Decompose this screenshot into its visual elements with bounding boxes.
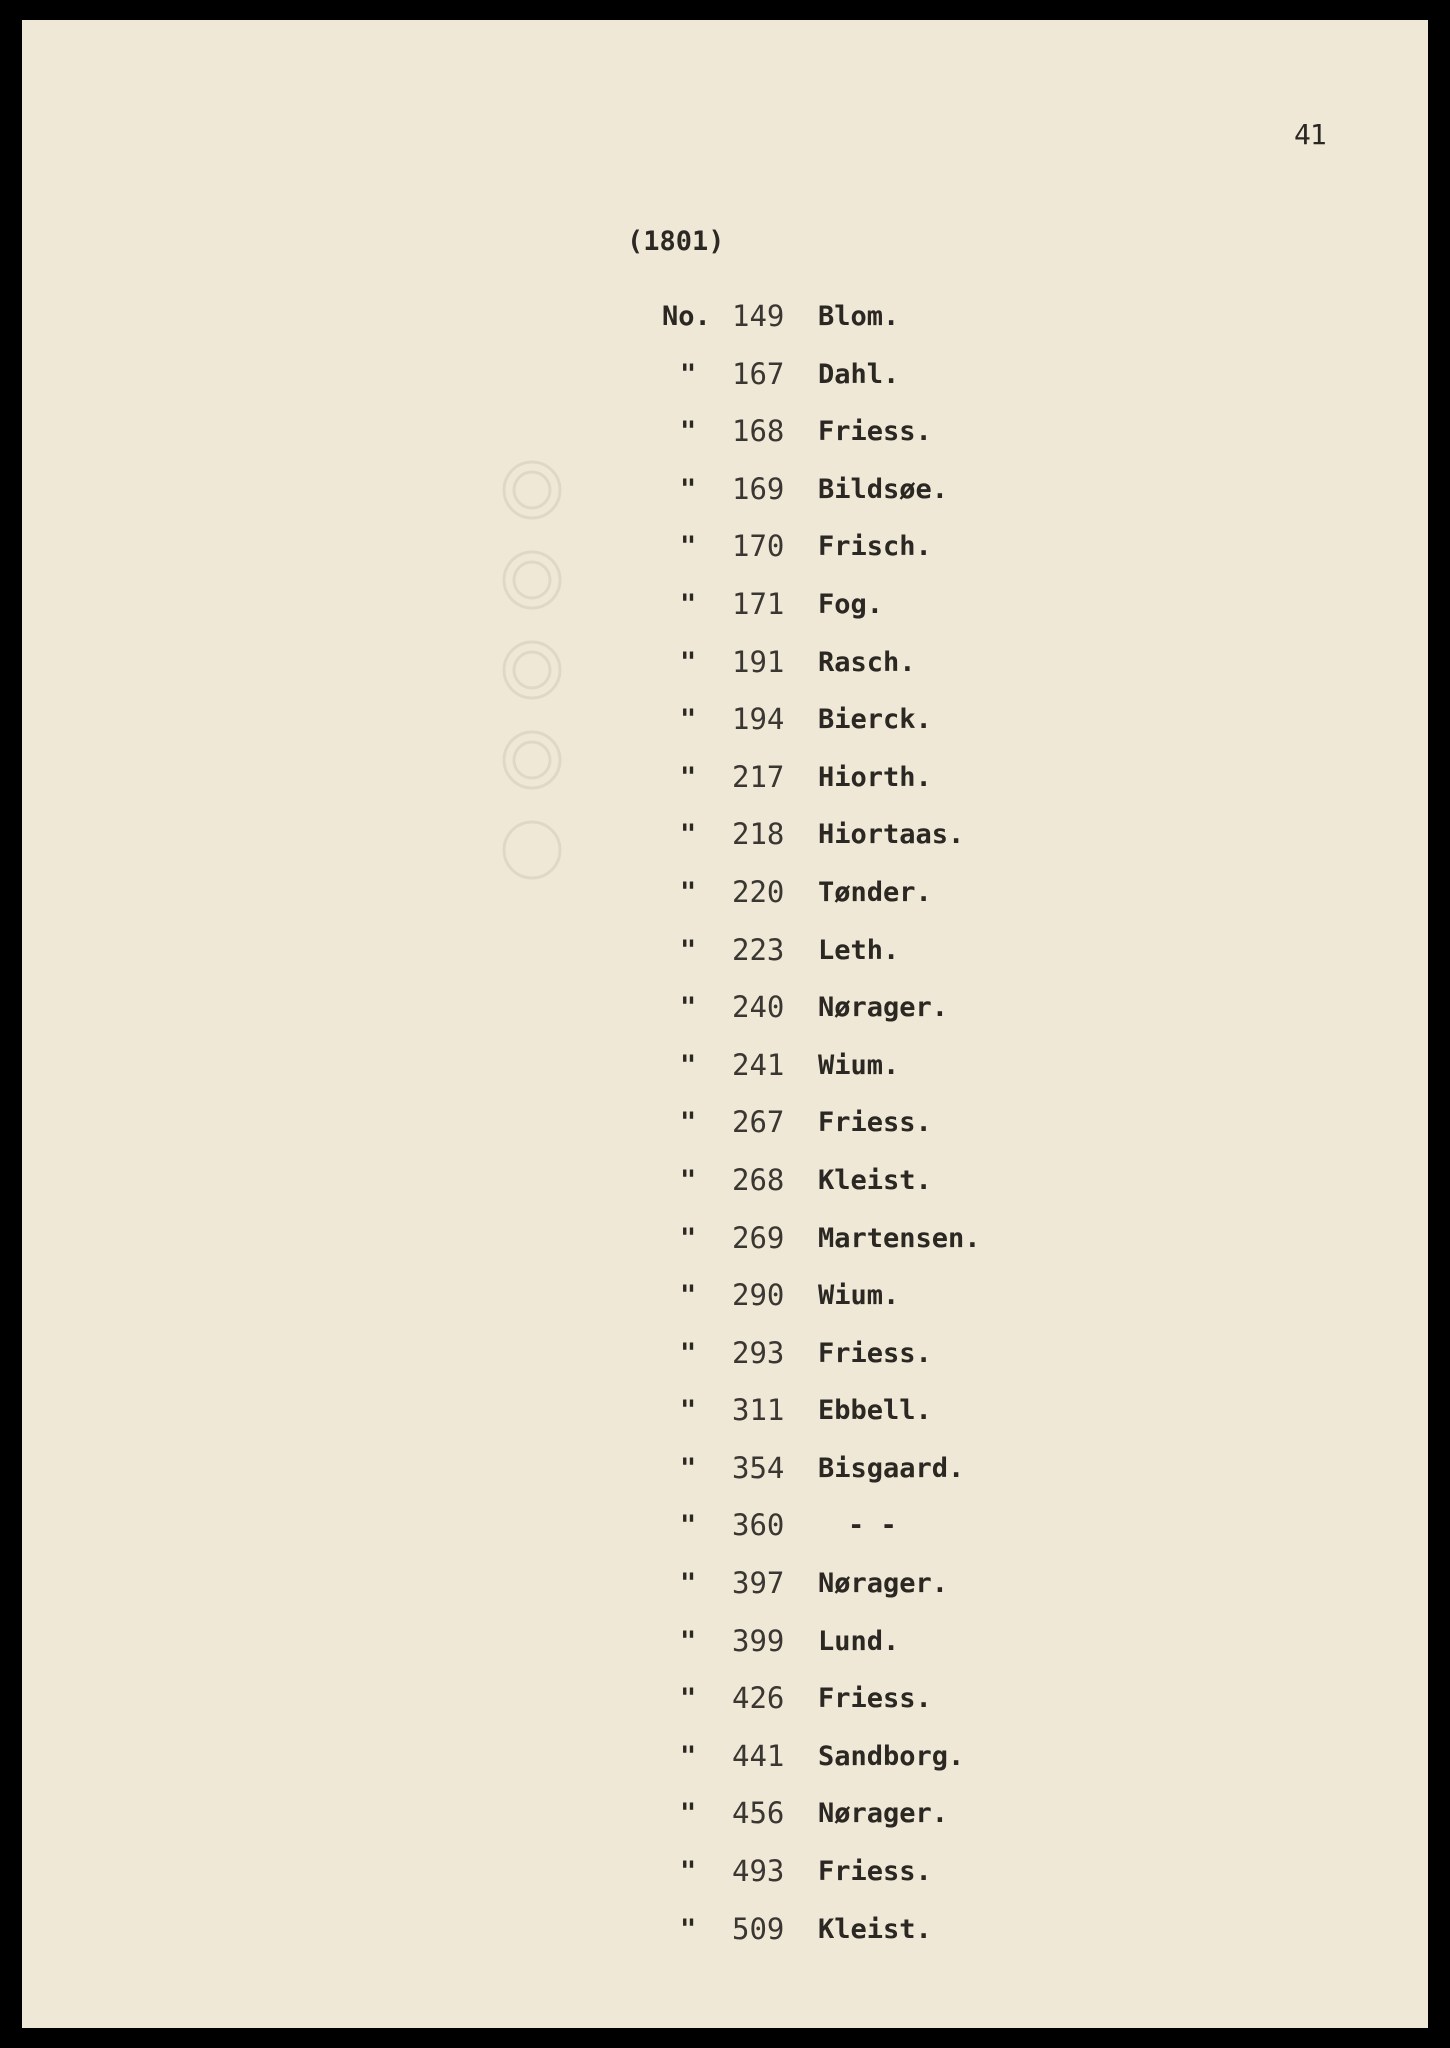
ditto-mark: " [680, 1568, 697, 1600]
entry-number: 194 [732, 702, 785, 737]
ditto-mark: " [680, 876, 697, 908]
ditto-mark: " [680, 1395, 697, 1427]
entry-number: 220 [732, 874, 785, 909]
list-item [662, 806, 1082, 864]
entry-number: 171 [732, 586, 785, 621]
entry-number: 267 [732, 1105, 785, 1140]
entry-number: 169 [732, 471, 785, 506]
ditto-mark: " [680, 1856, 697, 1888]
entry-name: Blom. [818, 301, 900, 332]
entry-number: 354 [732, 1450, 785, 1485]
entry-number: 268 [732, 1162, 785, 1197]
list-item [662, 518, 1082, 576]
ditto-mark: " [680, 819, 697, 851]
list-item [662, 1613, 1082, 1671]
list-item [662, 922, 1082, 980]
ditto-mark: " [680, 934, 697, 966]
entry-name: Kleist. [818, 1913, 932, 1945]
list-item [662, 749, 1082, 807]
entry-number: 218 [732, 817, 785, 852]
ditto-mark: " [680, 1222, 697, 1254]
list-item [662, 864, 1082, 922]
list-item [662, 1785, 1082, 1843]
entry-number: 493 [732, 1854, 785, 1889]
list-item [662, 1440, 1082, 1498]
entry-number: 397 [732, 1566, 785, 1601]
ditto-mark: " [680, 1164, 697, 1196]
list-item [662, 1670, 1082, 1728]
document-page [22, 20, 1428, 2028]
entry-number: 240 [732, 990, 785, 1025]
list-item [662, 288, 1082, 346]
entry-name: Friess. [818, 1337, 932, 1369]
entry-name: Friess. [818, 1683, 932, 1715]
year-heading: (1801) [627, 226, 725, 257]
ditto-mark: " [680, 1280, 697, 1312]
ditto-mark: " [680, 1510, 697, 1542]
list-item [662, 1497, 1082, 1555]
list-item [662, 1555, 1082, 1613]
ditto-mark: " [680, 761, 697, 793]
entry-name: Nørager. [818, 1798, 949, 1830]
list-item [662, 1094, 1082, 1152]
number-prefix: No. [662, 301, 711, 332]
ditto-mark: " [680, 704, 697, 736]
ditto-mark: " [680, 1798, 697, 1830]
entry-name: Hiorth. [818, 761, 932, 793]
entry-number: 167 [732, 356, 785, 391]
entry-number: 399 [732, 1623, 785, 1658]
entry-name: Lund. [818, 1625, 900, 1657]
entry-name: Dahl. [818, 358, 900, 390]
list-item [662, 1843, 1082, 1901]
list-item [662, 1210, 1082, 1268]
list-item [662, 1382, 1082, 1440]
ditto-mark: " [680, 1452, 697, 1484]
list-item [662, 1901, 1082, 1959]
entry-number: 223 [732, 932, 785, 967]
list-item [662, 346, 1082, 404]
entry-number: 269 [732, 1220, 785, 1255]
entry-name: Bildsøe. [818, 473, 949, 505]
entry-number: 290 [732, 1278, 785, 1313]
entry-name: Rasch. [818, 646, 916, 678]
ditto-mark: " [680, 473, 697, 505]
entry-name: Bisgaard. [818, 1452, 965, 1484]
ditto-mark: " [680, 1683, 697, 1715]
list-item [662, 461, 1082, 519]
ditto-mark: " [680, 588, 697, 620]
ditto-mark: " [680, 1913, 697, 1945]
page-number: 41 [1294, 118, 1326, 151]
entry-name: Nørager. [818, 992, 949, 1024]
ditto-mark: " [680, 416, 697, 448]
entry-name: Frisch. [818, 531, 932, 563]
list-item [662, 403, 1082, 461]
list-item [662, 1267, 1082, 1325]
entry-number: 456 [732, 1796, 785, 1831]
entry-name: Sandborg. [818, 1740, 965, 1772]
entry-number: 311 [732, 1393, 785, 1428]
ditto-mark: " [680, 531, 697, 563]
entry-name: Fog. [818, 588, 884, 620]
entry-number: 168 [732, 414, 785, 449]
list-item [662, 634, 1082, 692]
entry-name: Bierck. [818, 704, 932, 736]
entry-number: 241 [732, 1047, 785, 1082]
entry-number: 426 [732, 1681, 785, 1716]
ditto-mark: " [680, 1337, 697, 1369]
list-item [662, 576, 1082, 634]
entry-name: Friess. [818, 1107, 932, 1139]
list-item [662, 1728, 1082, 1786]
ditto-mark: " [680, 1740, 697, 1772]
ditto-mark: " [680, 646, 697, 678]
list-item [662, 691, 1082, 749]
ditto-mark: " [680, 1107, 697, 1139]
entry-name: Leth. [818, 934, 900, 966]
faded-stamp-watermark [472, 420, 592, 940]
entry-number: 509 [732, 1911, 785, 1946]
entry-name: Hiortaas. [818, 819, 965, 851]
list-item [662, 1037, 1082, 1095]
entry-name: Ebbell. [818, 1395, 932, 1427]
list-item [662, 1152, 1082, 1210]
entry-name: Tønder. [818, 876, 932, 908]
ditto-mark: " [680, 358, 697, 390]
entry-number: 293 [732, 1335, 785, 1370]
entry-number: 360 [732, 1508, 785, 1543]
entry-number: 191 [732, 644, 785, 679]
entry-number: 149 [732, 299, 785, 333]
ditto-mark: " [680, 992, 697, 1024]
entry-name: Martensen. [818, 1222, 981, 1254]
entry-name: Nørager. [818, 1568, 949, 1600]
entry-name: Kleist. [818, 1164, 932, 1196]
entry-name: Wium. [818, 1049, 900, 1081]
entry-number: 217 [732, 759, 785, 794]
entry-name: Friess. [818, 1856, 932, 1888]
entry-list [662, 288, 1082, 1958]
ditto-mark: " [680, 1625, 697, 1657]
entry-name: - - [848, 1510, 897, 1542]
entry-name: Friess. [818, 416, 932, 448]
entry-name: Wium. [818, 1280, 900, 1312]
entry-number: 441 [732, 1738, 785, 1773]
entry-number: 170 [732, 529, 785, 564]
list-item [662, 979, 1082, 1037]
list-item [662, 1325, 1082, 1383]
ditto-mark: " [680, 1049, 697, 1081]
